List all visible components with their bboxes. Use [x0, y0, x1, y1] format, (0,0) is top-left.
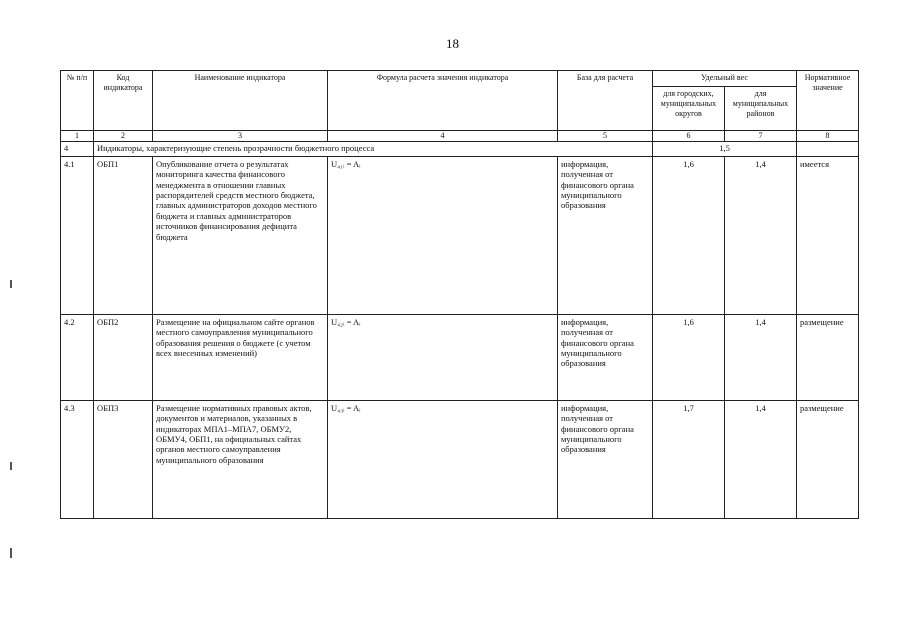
- page-number: 18: [446, 36, 459, 51]
- row-code: ОБП1: [94, 157, 153, 315]
- row-num: 4.1: [61, 157, 94, 315]
- row-code: ОБП3: [94, 401, 153, 519]
- row-base: информация, полученная от финансового органа муниципального образования: [558, 401, 653, 519]
- header-norm: Нормативное значение: [797, 71, 859, 131]
- column-number-row: [61, 131, 859, 142]
- header-weight: Удельный вес: [653, 71, 797, 87]
- row-num: 4.3: [61, 401, 94, 519]
- row-norm: размещение: [797, 315, 859, 401]
- section-num: 4: [61, 142, 94, 157]
- row-weight-urban: 1,6: [653, 315, 725, 401]
- indicators-table: [60, 70, 859, 519]
- row-base: информация, полученная от финансового органа муниципального образования: [558, 157, 653, 315]
- row-norm: размещение: [797, 401, 859, 519]
- col-number: 8: [797, 131, 859, 142]
- row-norm: имеется: [797, 157, 859, 315]
- col-number: 4: [328, 131, 558, 142]
- scan-mark: [10, 462, 12, 470]
- scan-mark: [10, 280, 12, 288]
- row-weight-urban: 1,7: [653, 401, 725, 519]
- row-weight-urban: 1,6: [653, 157, 725, 315]
- header-weight-districts: для муниципальных районов: [725, 87, 797, 131]
- row-base: информация, полученная от финансового органа муниципального образования: [558, 315, 653, 401]
- row-code: ОБП2: [94, 315, 153, 401]
- row-weight-districts: 1,4: [725, 315, 797, 401]
- col-number: 3: [153, 131, 328, 142]
- header-base: База для расчета: [558, 71, 653, 131]
- table-row: [61, 157, 859, 315]
- row-formula: U₄₁ᵢ = Aᵢ: [328, 157, 558, 315]
- header-name: Наименование индикатора: [153, 71, 328, 131]
- row-name: Размещение на официальном сайте органов местного самоуправления муниципального образования решения о бюджете (с учетом всех внесенных изменений): [153, 315, 328, 401]
- col-number: 5: [558, 131, 653, 142]
- row-name: Опубликование отчета о результатах мониторинга качества финансового менеджмента в отношении главных распорядителей средств местного бюджета, главных администраторов доходов местного бюджета и главных администраторов источников финансирования дефицита бюджета: [153, 157, 328, 315]
- table-row: [61, 315, 859, 401]
- row-weight-districts: 1,4: [725, 401, 797, 519]
- row-name: Размещение нормативных правовых актов, документов и материалов, указанных в индикаторах МПА1–МПА7, ОБМУ2, ОБМУ4, ОБП1, на официальных сайтах органов местного самоуправления муниципального образования: [153, 401, 328, 519]
- col-number: 1: [61, 131, 94, 142]
- row-num: 4.2: [61, 315, 94, 401]
- table-row: [61, 401, 859, 519]
- header-weight-urban: для городских, муниципальных округов: [653, 87, 725, 131]
- row-formula: U₄₃ᵢ = Aᵢ: [328, 401, 558, 519]
- section-weight: 1,5: [653, 142, 797, 157]
- row-formula: U₄₂ᵢ = Aᵢ: [328, 315, 558, 401]
- section-title: Индикаторы, характеризующие степень прозрачности бюджетного процесса: [94, 142, 653, 157]
- col-number: 7: [725, 131, 797, 142]
- col-number: 2: [94, 131, 153, 142]
- section-norm-empty: [797, 142, 859, 157]
- header-formula: Формула расчета значения индикатора: [328, 71, 558, 131]
- header-code: Код индикатора: [94, 71, 153, 131]
- section-row: [61, 142, 859, 157]
- header-num: № п/п: [61, 71, 94, 131]
- scan-mark: [10, 548, 12, 558]
- row-weight-districts: 1,4: [725, 157, 797, 315]
- col-number: 6: [653, 131, 725, 142]
